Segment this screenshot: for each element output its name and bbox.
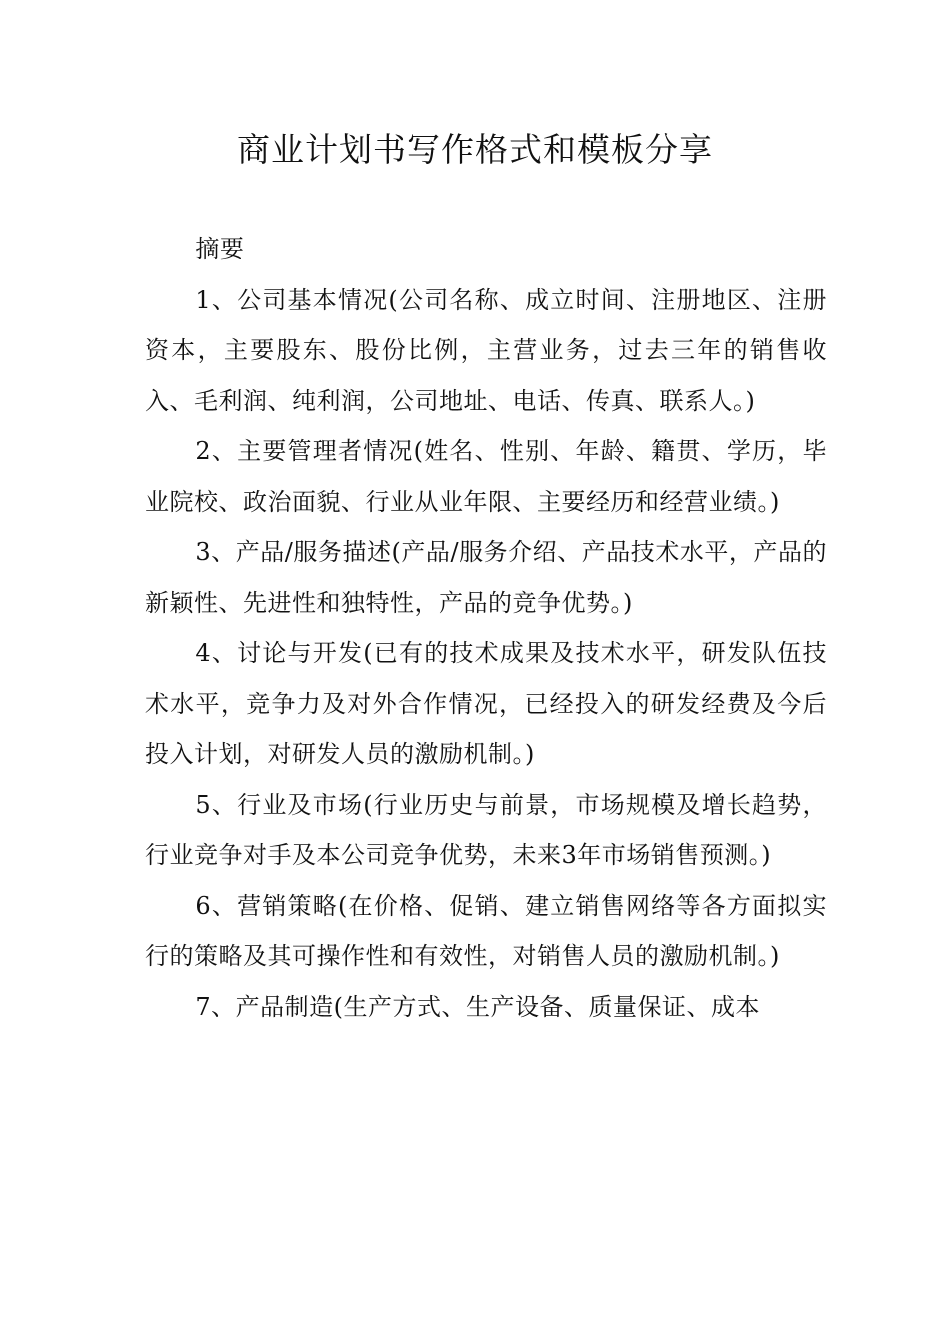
paragraph-company-basics: 1、公司基本情况(公司名称、成立时间、注册地区、注册资本，主要股东、股份比例，主营业务，过去三年的销售收入、毛利润、纯利润，公司地址、电话、传真、联系人。) [145,285,827,415]
paragraph-industry-market: 5、行业及市场(行业历史与前景，市场规模及增长趋势，行业竞争对手及本公司竞争优势，未来3年市场销售预测。) [145,790,827,869]
paragraph-research-development: 4、讨论与开发(已有的技术成果及技术水平，研发队伍技术水平，竞争力及对外合作情况，已经投入的研发经费及今后投入计划，对研发人员的激励机制。) [145,639,827,768]
document-title: 商业计划书写作格式和模板分享 [237,130,713,169]
paragraph-manufacturing: 7、产品制造(生产方式、生产设备、质量保证、成本 [195,992,761,1021]
paragraph-management: 2、主要管理者情况(姓名、性别、年龄、籍贯、学历，毕业院校、政治面貌、行业从业年限、主要经历和经营业绩。) [145,437,827,516]
paragraph-product-service: 3、产品/服务描述(产品/服务介绍、产品技术水平，产品的新颖性、先进性和独特性，产品的竞争优势。) [145,538,827,617]
paragraph-marketing-strategy: 6、营销策略(在价格、促销、建立销售网络等各方面拟实行的策略及其可操作性和有效性，对销售人员的激励机制。) [145,891,827,970]
section-heading-abstract: 摘要 [195,235,245,263]
document-body [145,224,827,1032]
